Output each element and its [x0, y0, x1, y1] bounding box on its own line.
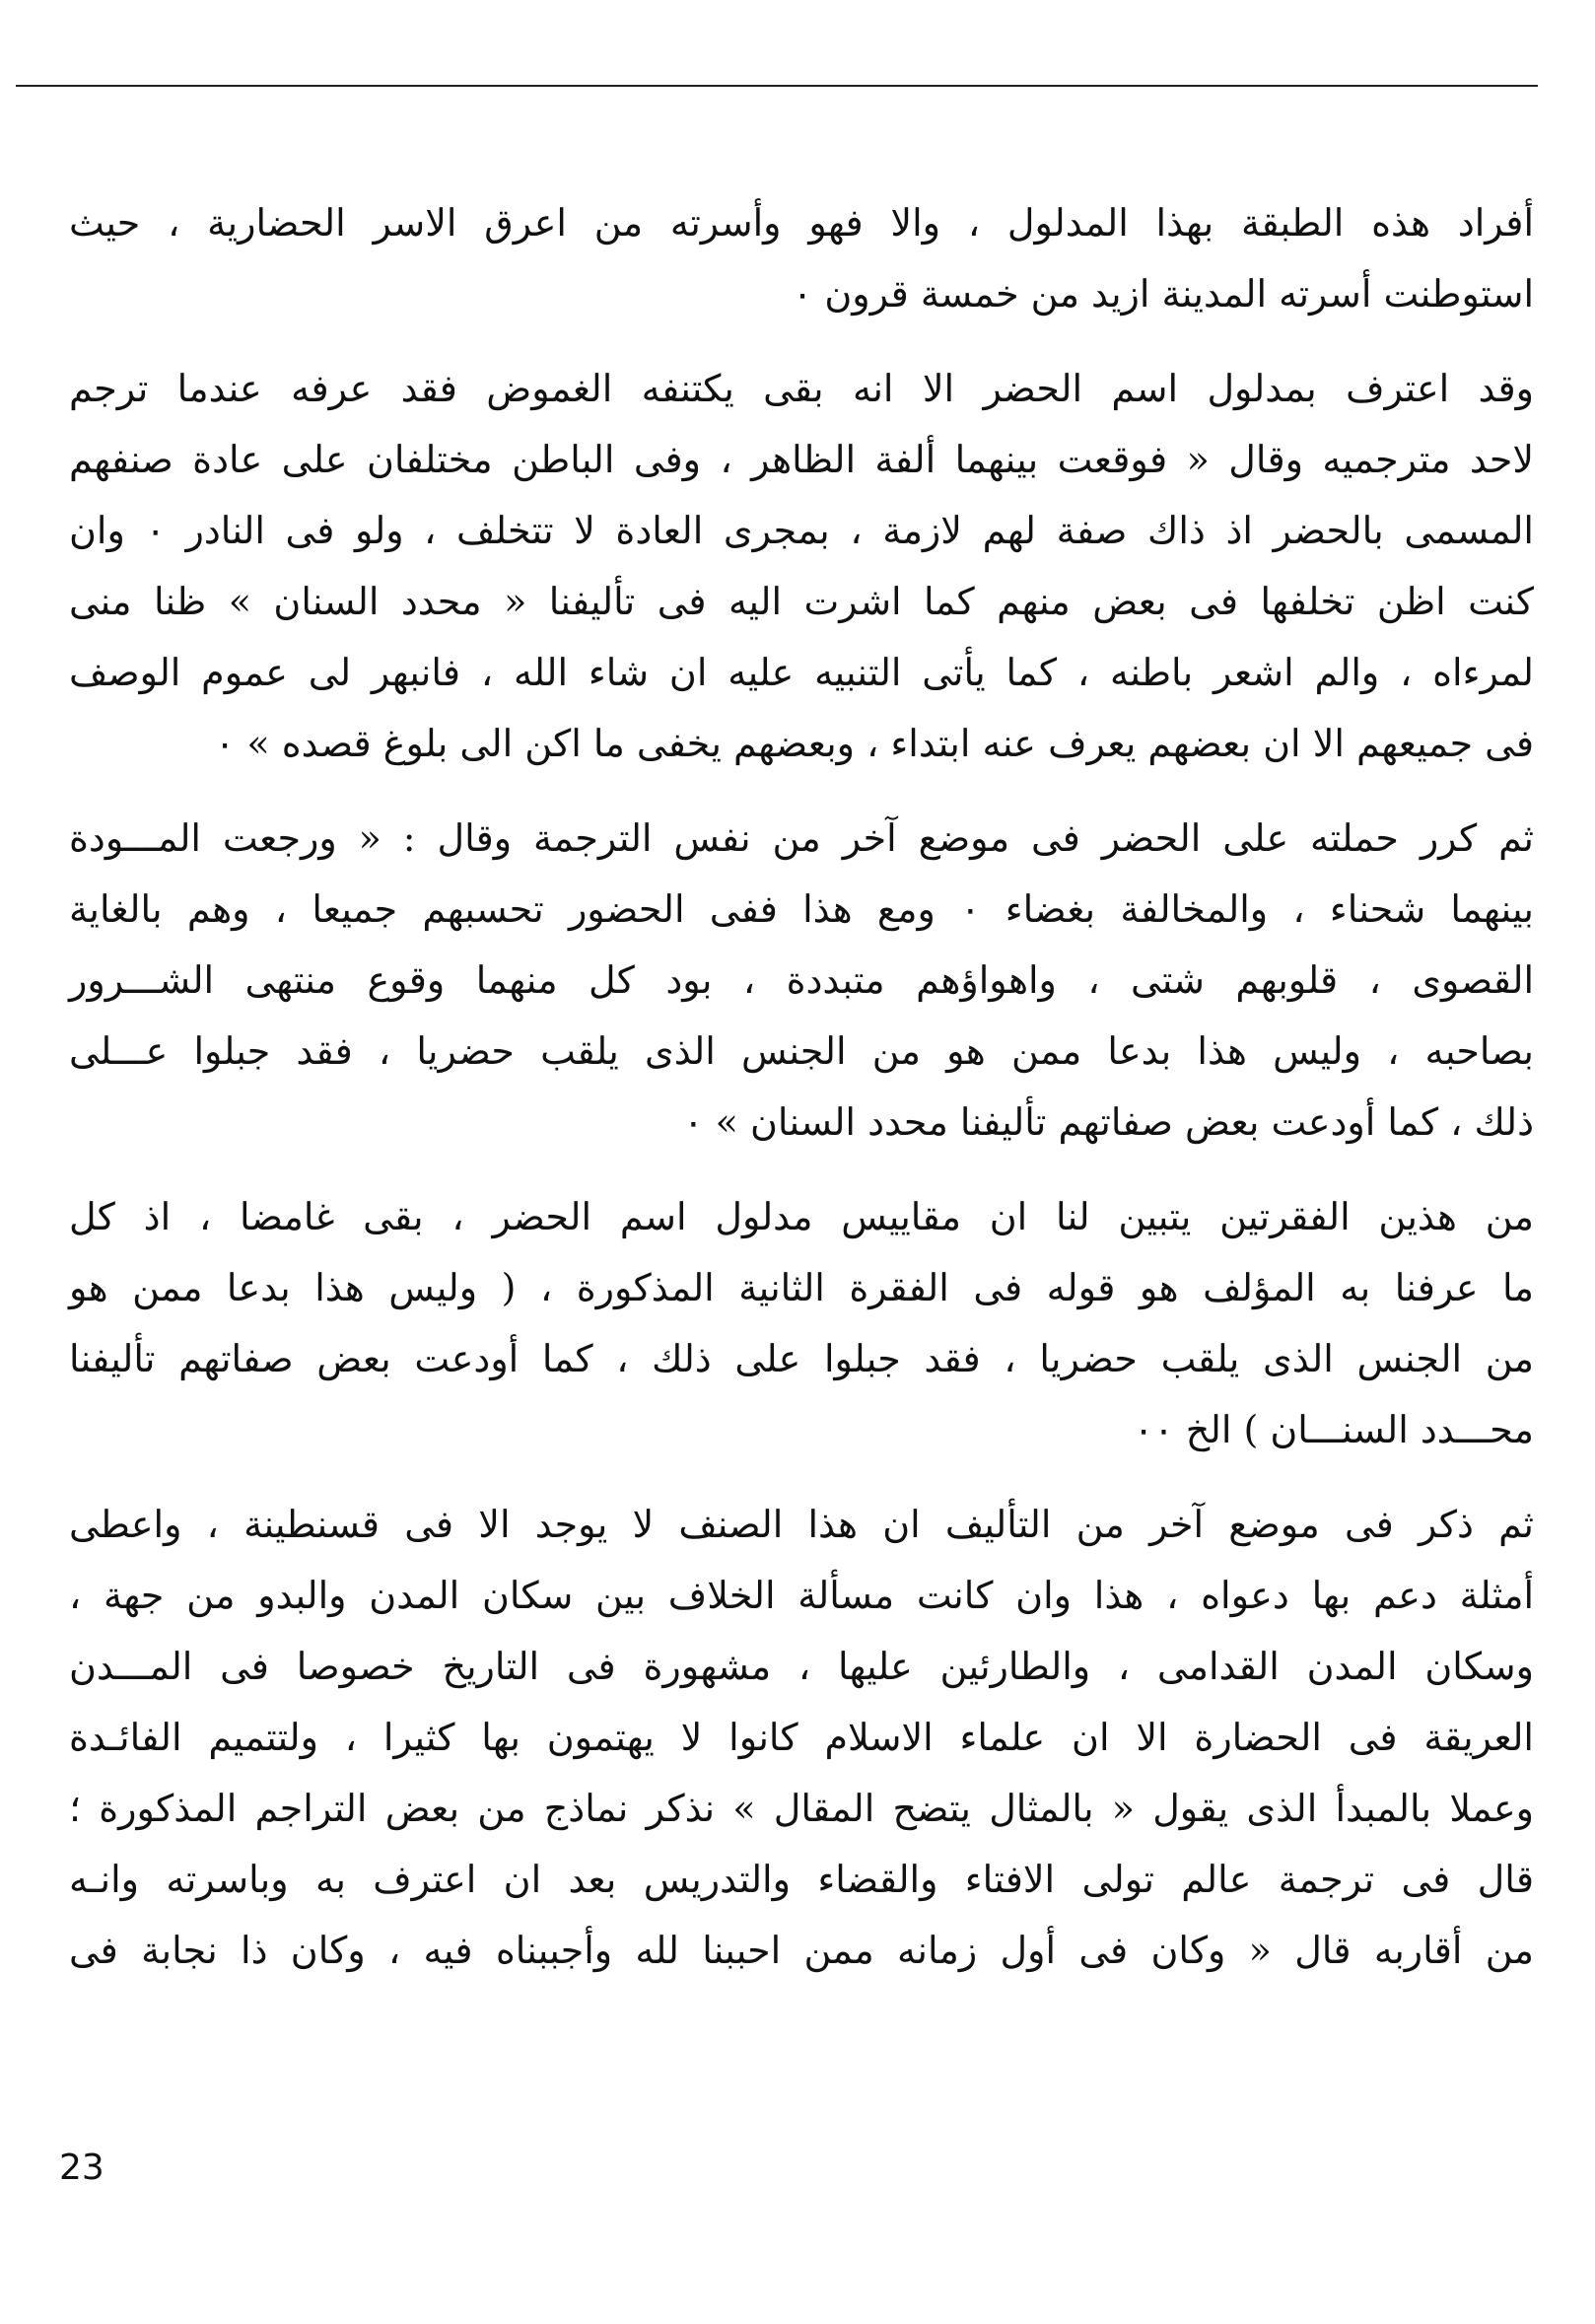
paragraph-3 — [69, 803, 1534, 1158]
text-line: بصاحبه ، وليس هذا بدعا ممن هو من الجنس الذى يلقب حضريا ، فقد جبلوا عـــلى — [69, 1029, 1534, 1073]
text-line: ثم ذكر فى موضع آخر من التأليف ان هذا الصنف لا يوجد الا فى قسنطينة ، واعطى — [69, 1503, 1534, 1546]
text-line: كنت اظن تخلفها فى بعض منهم كما اشرت اليه فى تأليفنا « محدد السنان » ظنا منى — [69, 580, 1534, 623]
text-line: من أقاربه قال « وكان فى أول زمانه ممن احببنا لله وأجببناه فيه ، وكان ذا نجابة فى — [69, 1929, 1534, 1972]
text-line: ذلك ، كما أودعت بعض صفاتهم تأليفنا محدد السنان » ٠ — [683, 1100, 1534, 1144]
paragraph-4 — [69, 1181, 1534, 1465]
text-line: وقد اعترف بمدلول اسم الحضر الا انه بقى يكتنفه الغموض فقد عرفه عندما ترجم — [69, 367, 1534, 410]
header-rule — [16, 85, 1538, 87]
text-line: وعملا بالمبدأ الذى يقول « بالمثال يتضح المقال » نذكر نماذج من بعض التراجم المذكورة ؛ — [69, 1787, 1534, 1830]
text-line: أفراد هذه الطبقة بهذا المدلول ، والا فهو وأسرته من اعرق الاسر الحضارية ، حيث — [69, 201, 1534, 245]
text-line: العريقة فى الحضارة الا ان علماء الاسلام كانوا لا يهتمون بها كثيرا ، ولتتميم الفائـدة — [69, 1716, 1534, 1759]
paragraph-2 — [69, 353, 1534, 779]
text-line: وسكان المدن القدامى ، والطارئين عليها ، مشهورة فى التاريخ خصوصا فى المـــدن — [69, 1645, 1534, 1688]
paragraph-1 — [69, 187, 1534, 329]
text-line: استوطنت أسرته المدينة ازيد من خمسة قرون ٠ — [792, 272, 1534, 316]
text-line: فى جميعهم الا ان بعضهم يعرف عنه ابتداء ، وبعضهم يخفى ما اكن الى بلوغ قصده » ٠ — [214, 722, 1534, 765]
text-line: محـــدد السنـــان ) الخ ٠٠ — [1133, 1408, 1534, 1451]
text-line: ثم كرر حملته على الحضر فى موضع آخر من نفس الترجمة وقال : « ورجعت المـــودة — [69, 816, 1534, 860]
text-line: أمثلة دعم بها دعواه ، هذا وان كانت مسألة الخلاف بين سكان المدن والبدو من جهة ، — [69, 1574, 1534, 1617]
text-line: من الجنس الذى يلقب حضريا ، فقد جبلوا على ذلك ، كما أودعت بعض صفاتهم تأليفنا — [69, 1337, 1534, 1380]
page-number: 23 — [59, 2148, 104, 2188]
page-body — [69, 187, 1534, 2009]
text-line: المسمى بالحضر اذ ذاك صفة لهم لازمة ، بمجرى العادة لا تتخلف ، ولو فى النادر ٠ وان — [69, 509, 1534, 552]
paragraph-5 — [69, 1489, 1534, 1986]
text-line: ما عرفنا به المؤلف هو قوله فى الفقرة الثانية المذكورة ، ( وليس هذا بدعا ممن هو — [69, 1266, 1534, 1309]
text-line: بينهما شحناء ، والمخالفة بغضاء ٠ ومع هذا ففى الحضور تحسبهم جميعا ، وهم بالغاية — [69, 887, 1535, 931]
text-line: لاحد مترجميه وقال « فوقعت بينهما ألفة الظاهر ، وفى الباطن مختلفان على عادة صنفهم — [69, 438, 1534, 481]
text-line: من هذين الفقرتين يتبين لنا ان مقاييس مدلول اسم الحضر ، بقى غامضا ، اذ كل — [69, 1195, 1534, 1238]
text-line: قال فى ترجمة عالم تولى الافتاء والقضاء والتدريس بعد ان اعترف به وباسرته وانـه — [69, 1858, 1534, 1901]
text-line: القصوى ، قلوبهم شتى ، واهواؤهم متبددة ، بود كل منهما وقوع منتهى الشـــرور — [69, 958, 1535, 1002]
text-line: لمرءاه ، والم اشعر باطنه ، كما يأتى التنبيه عليه ان شاء الله ، فانبهر لى عموم الوصف — [69, 651, 1534, 694]
